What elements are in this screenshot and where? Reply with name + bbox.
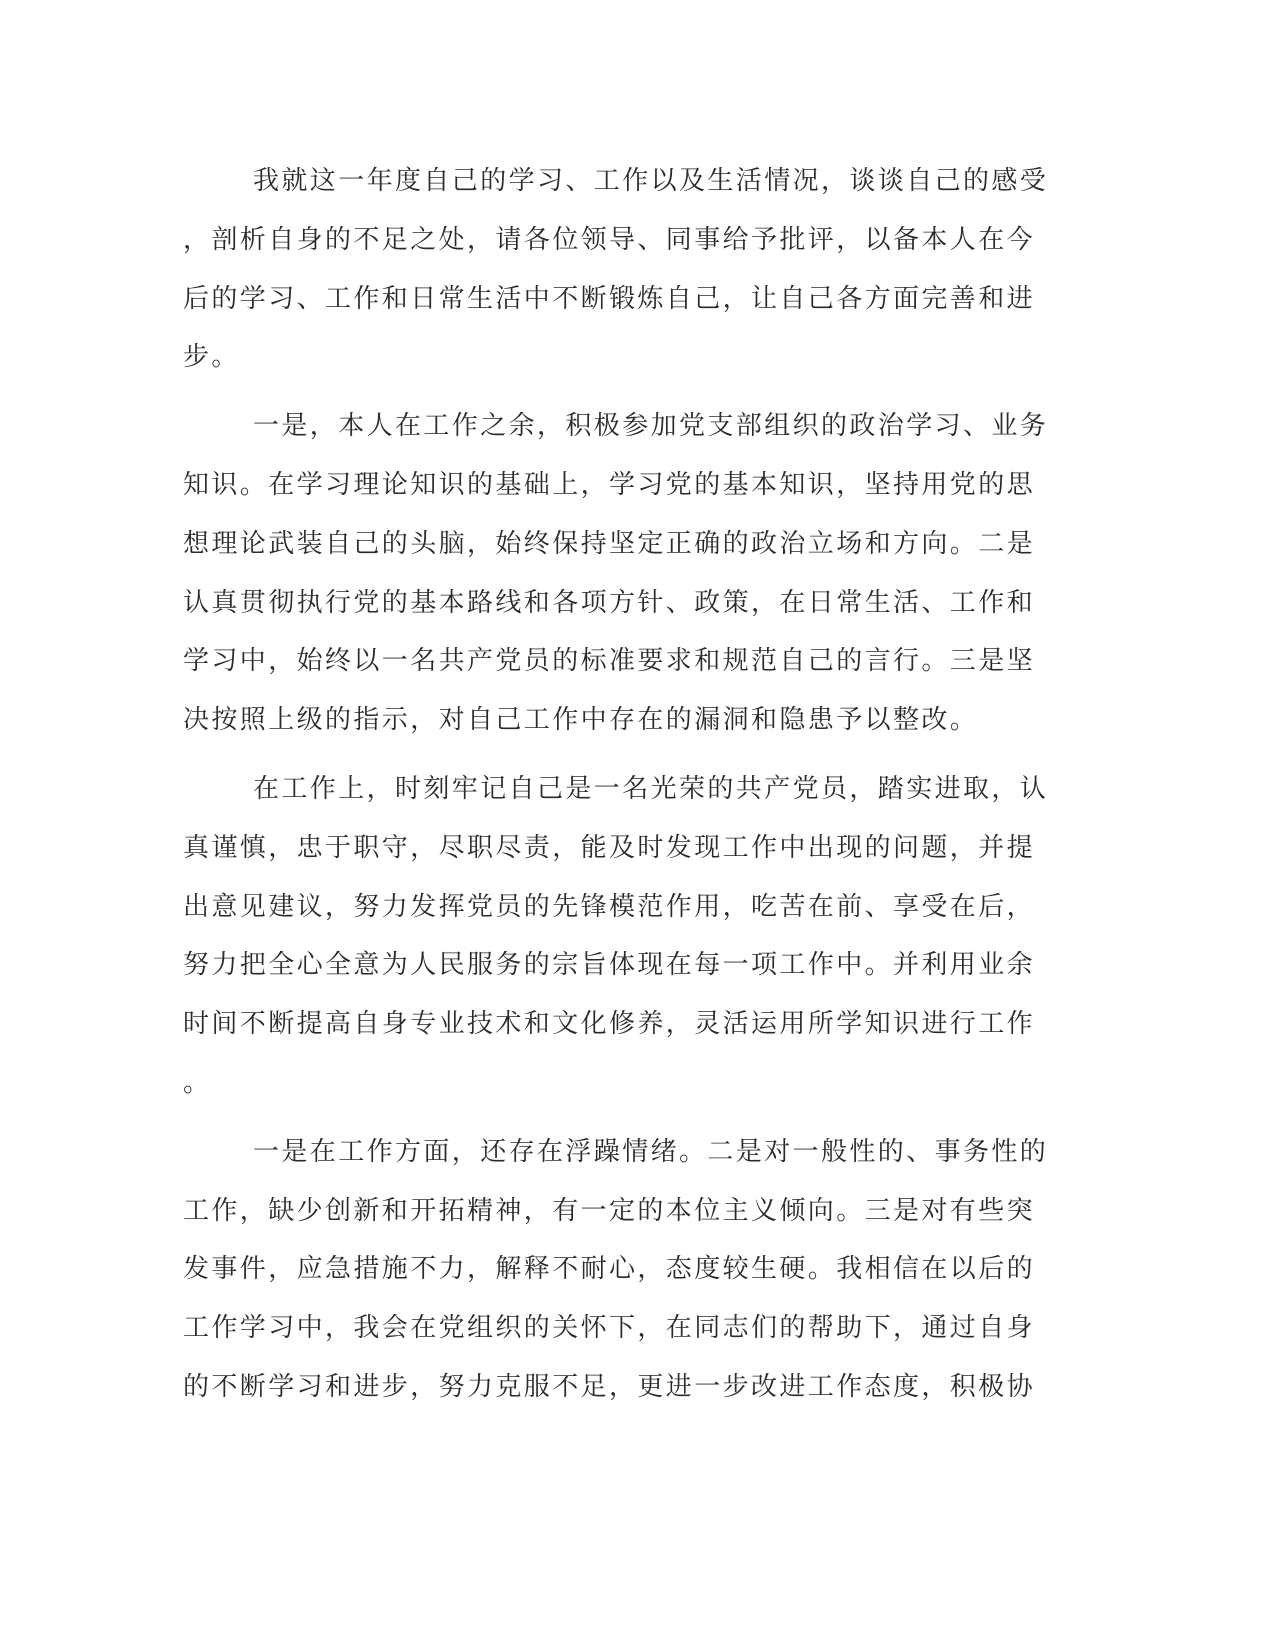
text-line: 发事件，应急措施不力，解释不耐心，态度较生硬。我相信在以后的 bbox=[183, 1254, 1036, 1285]
document-body bbox=[183, 152, 1049, 1417]
paragraph-gap bbox=[183, 387, 1043, 397]
text-line: 认真贯彻执行党的基本路线和各项方针、政策，在日常生活、工作和 bbox=[183, 587, 1036, 618]
paragraph-4 bbox=[183, 1123, 1049, 1417]
text-line: ，剖析自身的不足之处，请各位领导、同事给予批评，以备本人在今 bbox=[183, 224, 1036, 255]
paragraph-1 bbox=[183, 152, 1049, 387]
text-line: 。 bbox=[183, 1067, 212, 1098]
paragraph-gap bbox=[183, 750, 1043, 760]
paragraph-2 bbox=[183, 397, 1049, 750]
text-line: 步。 bbox=[183, 342, 240, 373]
text-line: 工作，缺少创新和开拓精神，有一定的本位主义倾向。三是对有些突 bbox=[183, 1195, 1036, 1226]
text-line: 一是，本人在工作之余，积极参加党支部组织的政治学习、业务 bbox=[253, 411, 1049, 442]
paragraph-gap bbox=[183, 1113, 1043, 1123]
text-line: 努力把全心全意为人民服务的宗旨体现在每一项工作中。并利用业余 bbox=[183, 950, 1036, 981]
text-line: 学习中，始终以一名共产党员的标准要求和规范自己的言行。三是坚 bbox=[183, 646, 1036, 677]
text-line: 出意见建议，努力发挥党员的先锋模范作用，吃苦在前、享受在后， bbox=[183, 891, 1036, 922]
text-line: 我就这一年度自己的学习、工作以及生活情况，谈谈自己的感受 bbox=[253, 166, 1049, 196]
paragraph-3 bbox=[183, 760, 1049, 1113]
text-line: 在工作上，时刻牢记自己是一名光荣的共产党员，踏实进取，认 bbox=[253, 773, 1049, 804]
text-line: 工作学习中，我会在党组织的关怀下，在同志们的帮助下，通过自身 bbox=[183, 1313, 1036, 1344]
text-line: 知识。在学习理论知识的基础上，学习党的基本知识，坚持用党的思 bbox=[183, 469, 1036, 500]
text-line: 一是在工作方面，还存在浮躁情绪。二是对一般性的、事务性的 bbox=[253, 1136, 1049, 1167]
text-line: 后的学习、工作和日常生活中不断锻炼自己，让自己各方面完善和进 bbox=[183, 283, 1036, 314]
text-line: 时间不断提高自身专业技术和文化修养，灵活运用所学知识进行工作 bbox=[183, 1009, 1036, 1040]
text-line: 的不断学习和进步，努力克服不足，更进一步改进工作态度，积极协 bbox=[183, 1371, 1036, 1402]
text-line: 想理论武装自己的头脑，始终保持坚定正确的政治立场和方向。二是 bbox=[183, 528, 1036, 559]
text-line: 真谨慎，忠于职守，尽职尽责，能及时发现工作中出现的问题，并提 bbox=[183, 832, 1036, 863]
text-line: 决按照上级的指示，对自己工作中存在的漏洞和隐患予以整改。 bbox=[183, 705, 979, 736]
